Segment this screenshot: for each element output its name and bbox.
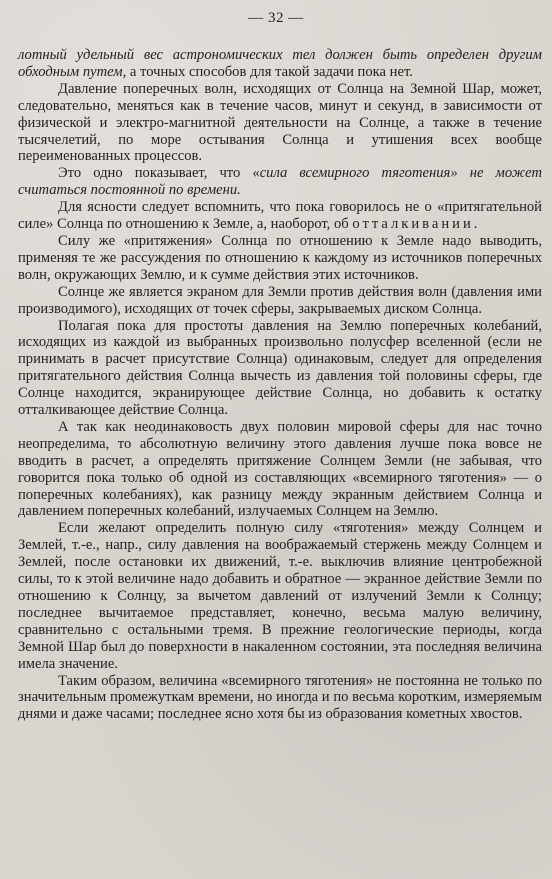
paragraph-2-text: Давление поперечных волн, исходящих от Солнца на Земной Шар, может, следовательно, меняться как в течение часов, минут и секунд, в зависимости от физической и электро-магнитной деятельности на Солнце, а также в течение тысячелетий, по море остывания Солнца и утишения всех вообще переименованных процессов. (18, 80, 542, 165)
paragraph-1 (18, 47, 542, 81)
paragraph-8-text: А так как неодинаковость двух половин мировой сферы для нас точно неопределима, то абсолютную величину этого давления лучше пока вовсе не вводить в расчет, а определять притяжение Солнцем Земли (не забывая, что говорится пока только об одной из составляющих «всемирного тяготения» — о поперечных колебаниях), как разницу между экранным действием Солнца и давлением поперечных колебаний, излучаемых Солнцем на Землю. (18, 418, 542, 520)
paragraph-4 (18, 199, 542, 233)
paragraph-6-text: Солнце же является экраном для Земли против действия волн (давления ими производимого), исходящих от точек сферы, закрываемых диском Солнца. (18, 283, 542, 317)
paragraph-9-text: Если желают определить полную силу «тяготения» между Солнцем и Землей, т.-е., напр., силу давления на воображаемый стержень между Солнцем и Землей, после остановки их движений, т.-е. выключив влияние центробежной силы, то к этой величине надо добавить и обратное — экранное действие Земли по отношению к Солнцу, за вычетом давлений от излучений Земли к Солнцу; последнее вычитаемое представляет, конечно, весьма малую величину, сравнительно с остальными тремя. В прежние геологические периоды, когда Земной Шар был до поверхности в накаленном состоянии, эта последняя величина имела значение. (18, 520, 542, 672)
paragraph-9 (18, 520, 542, 672)
paragraph-6 (18, 284, 542, 318)
paragraph-2 (18, 81, 542, 166)
paragraph-3-text: Это одно показывает, что « (58, 165, 260, 182)
paragraph-3-italic: сила всемирного тяготения» не может считаться постоянной по времени. (18, 165, 543, 199)
paragraph-1-italic: лотный удельный вес астрономических тел должен быть определен другим обходным путем, (18, 47, 542, 80)
paragraph-4-spaced: отталкивании. (352, 216, 481, 233)
paragraph-4-text: Для ясности следует вспомнить, что пока говорилось не о «притягательной силе» Солнца по отношению к Земле, а, наоборот, об (18, 199, 542, 233)
paragraph-5 (18, 233, 542, 284)
paragraph-7 (18, 318, 542, 419)
paragraph-10 (18, 673, 542, 724)
paragraph-10-text: Таким образом, величина «всемирного тяготения» не постоянна не только по значительным промежуткам времени, но иногда и по весьма коротким, измеряемым днями и даже часами; последнее ясно хотя бы из образования кометных хвостов. (18, 672, 542, 723)
paragraph-8 (18, 419, 542, 520)
paragraph-7-text: Полагая пока для простоты давления на Землю поперечных колебаний, исходящих из каждой из выбранных произвольно полусфер вселенной (если не принимать в расчет присутствие Солнца) одинаковым, следует для определения притягательного действия Солнца вычесть из давления той половины сферы, где Солнце находится, экранирующее действие Солнца, но добавить к остатку отталкивающее действие Солнца. (18, 317, 542, 419)
body-text (18, 47, 542, 723)
paragraph-1-text: а точных способов для такой задачи пока нет. (126, 63, 413, 80)
paragraph-5-text: Силу же «притяжения» Солнца по отношению к Земле надо выводить, применяя те же рассуждения по отношению к каждому из источников поперечных волн, окружающих Землю, и к сумме действия этих источников. (18, 232, 542, 283)
page-number: — 32 — (248, 10, 304, 26)
paragraph-3 (18, 165, 542, 199)
